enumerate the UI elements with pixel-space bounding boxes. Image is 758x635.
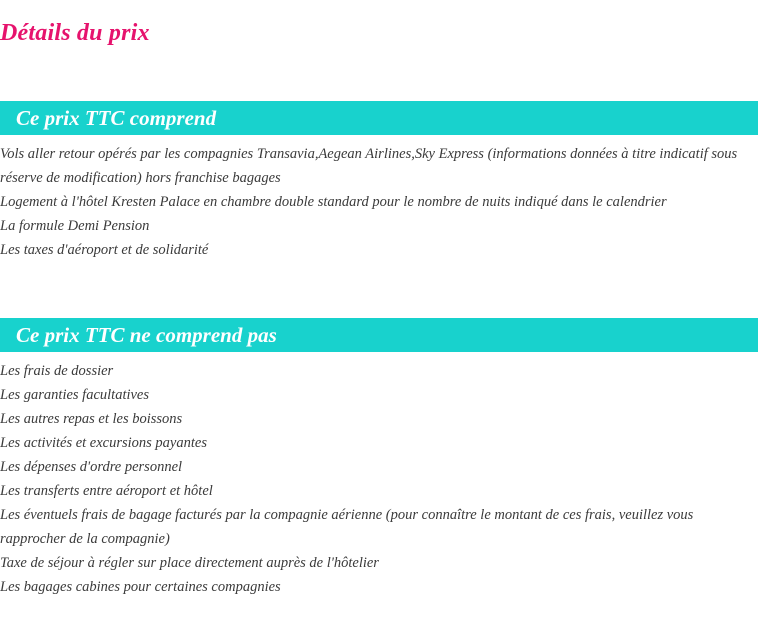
section-price-excludes [0, 318, 758, 599]
list-item: Les taxes d'aéroport et de solidarité [0, 242, 209, 258]
section-body-excluded [0, 352, 758, 599]
list-item: Les autres repas et les boissons [0, 411, 183, 427]
list-item: Les bagages cabines pour certaines compagnies [0, 579, 281, 595]
page-title: Détails du prix [0, 20, 150, 46]
list-item: Vols aller retour opérés par les compagnies Transavia,Aegean Airlines,Sky Express (informations données à titre indicatif sous réserve de modification) hors franchise bagages [0, 146, 738, 186]
list-item: Les garanties facultatives [0, 387, 150, 403]
section-header-included-label: Ce prix TTC comprend [16, 105, 217, 130]
list-item: Les éventuels frais de bagage facturés par la compagnie aérienne (pour connaître le montant de ces frais, veuillez vous rapprocher de la compagnie) [0, 507, 694, 547]
list-item: Les transferts entre aéroport et hôtel [0, 483, 213, 499]
list-item: Les activités et excursions payantes [0, 435, 207, 451]
section-price-includes [0, 101, 758, 262]
list-item: Logement à l'hôtel Kresten Palace en chambre double standard pour le nombre de nuits indiqué dans le calendrier [0, 194, 667, 210]
list-item: La formule Demi Pension [0, 218, 150, 234]
section-header-excluded [0, 318, 758, 352]
section-header-included [0, 101, 758, 135]
list-item: Les dépenses d'ordre personnel [0, 459, 183, 475]
section-header-excluded-label: Ce prix TTC ne comprend pas [16, 322, 277, 347]
section-body-included [0, 135, 758, 262]
list-item: Taxe de séjour à régler sur place directement auprès de l'hôtelier [0, 555, 379, 571]
list-item: Les frais de dossier [0, 363, 114, 379]
